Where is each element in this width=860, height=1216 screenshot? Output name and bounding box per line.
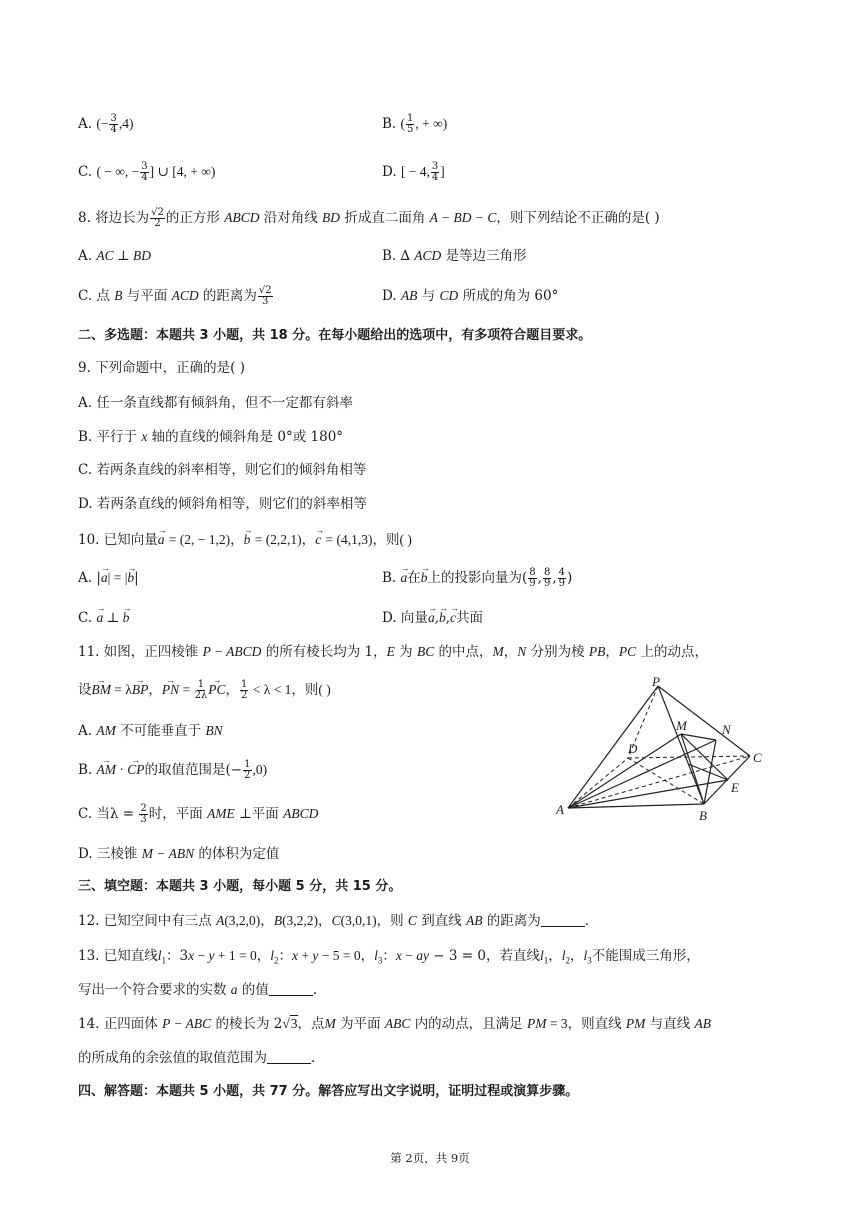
q11-option-b: B. → AM · → CP的取值范围是(− $\frac{1}{2}$ ,0) [78, 760, 267, 781]
q14-stem-line1: 14. 正四面体 P − ABC 的棱长为 2√3，点M 为平面 ABC 内的动点，且满足 PM = 3，则直线 PM 与直线 AB [78, 1016, 711, 1032]
q7-option-b: B. ( $\frac{1}{5}$ , + ∞) [382, 113, 448, 135]
section-3-heading: 三、填空题：本题共 3 小题，每小题 5 分，共 15 分。 [78, 879, 402, 894]
q12-stem: 12. 已知空间中有三点 A(3,2,0)，B(3,2,2)，C(3,0,1)，则 C 到直线 AB 的距离为 . [78, 913, 590, 929]
q13-stem-line1: 13. 已知直线$l_1$：3x − y + 1 = 0，$l_2$：x + y − 5 = 0，$l_3$：x − ay − 3 = 0，若直线$l_1$，$l_2$，$l_3$不能围成三角形， [78, 948, 700, 966]
q9-option-b: B. 平行于 x 轴的直线的倾斜角是 0°或 180° [78, 429, 344, 445]
q8-option-b: B. ∆ ACD 是等边三角形 [382, 248, 527, 264]
q9-option-c: C. 若两条直线的斜率相等，则它们的倾斜角相等 [78, 462, 367, 478]
q10-option-b: B. → a在→ b上的投影向量为( $\frac{8}{9}$ , $\frac{8}{9}$ , $\frac{4}{9}$ ) [382, 568, 572, 589]
q10-stem: 10. 已知向量→ a = (2, − 1,2)，→ b = (2,2,1)，→ c = (4,1,3)，则( ) [78, 530, 412, 550]
q8-stem: 8. 将边长为 $\frac{√2}{2}$ 的正方形 ABCD 沿对角线 BD 折成直二面角 A − BD − C，则下列结论不正确的是( ) [78, 207, 660, 229]
label-C: C [753, 750, 762, 765]
answer-blank [267, 1050, 311, 1064]
q8-option-a: A. AC ⊥ BD [78, 248, 152, 264]
q7-option-c: C. ( − ∞, − $\frac{3}{4}$ ] ∪ [4, + ∞) [78, 161, 216, 183]
q7-option-d: D. [ − 4, $\frac{3}{4}$ ] [382, 161, 445, 183]
q14-stem-line2: 的所成角的余弦值的取值范围为 . [78, 1050, 316, 1066]
q10-option-c: C. → a ⊥ → b [78, 608, 129, 628]
q8-option-c: C. 点 B 与平面 ACD 的距离为 $\frac{√2}{3}$ [78, 285, 272, 307]
pyramid-figure [548, 676, 778, 826]
section-2-heading: 二、多选题：本题共 3 小题，共 18 分。在每小题给出的选项中，有多项符合题目要求。 [78, 328, 592, 343]
label-N: N [722, 722, 731, 737]
label-A: A [556, 802, 564, 817]
section-4-heading: 四、解答题：本题共 5 小题，共 77 分。解答应写出文字说明，证明过程或演算步骤。 [78, 1084, 579, 1099]
q10-option-d: D. 向量→ a,→ b,→ c共面 [382, 608, 483, 628]
label-M: M [676, 718, 687, 733]
label-E: E [731, 780, 739, 795]
q9-option-a: A. 任一条直线都有倾斜角，但不一定都有斜率 [78, 395, 353, 411]
q10-option-a: A. |→ a| = |→ b| [78, 568, 139, 588]
q11-option-d: D. 三棱锥 M − ABN 的体积为定值 [78, 846, 280, 862]
q9-stem: 9. 下列命题中，正确的是( ) [78, 360, 245, 376]
q11-stem-line2: 设→ BM = λ→ BP，→ PN = $\frac{1}{2\lambda}$ → PC， $\frac{1}{2}$ < λ < 1，则( ) [78, 680, 331, 701]
answer-blank [269, 982, 313, 996]
q11-option-c: C. 当λ = $\frac{2}{3}$ 时，平面 AME ⊥平面 ABCD [78, 803, 319, 825]
label-P: P [652, 676, 660, 689]
label-B: B [699, 808, 707, 823]
q7-option-a: A. (− $\frac{3}{4}$ ,4) [78, 113, 134, 135]
page-footer: 第 2页，共 9页 [390, 1151, 470, 1165]
q11-option-a: A. AM 不可能垂直于 BN [78, 723, 223, 739]
q8-option-d: D. AB 与 CD 所成的角为 60° [382, 288, 559, 304]
answer-blank [541, 913, 585, 927]
label-D: D [628, 741, 638, 756]
q13-stem-line2: 写出一个符合要求的实数 a 的值 . [78, 982, 318, 998]
q9-option-d: D. 若两条直线的倾斜角相等，则它们的斜率相等 [78, 496, 367, 512]
q11-stem-line1: 11. 如图，正四棱锥 P − ABCD 的所有棱长均为 1，E 为 BC 的中点，M，N 分别为棱 PB，PC 上的动点， [78, 644, 708, 660]
